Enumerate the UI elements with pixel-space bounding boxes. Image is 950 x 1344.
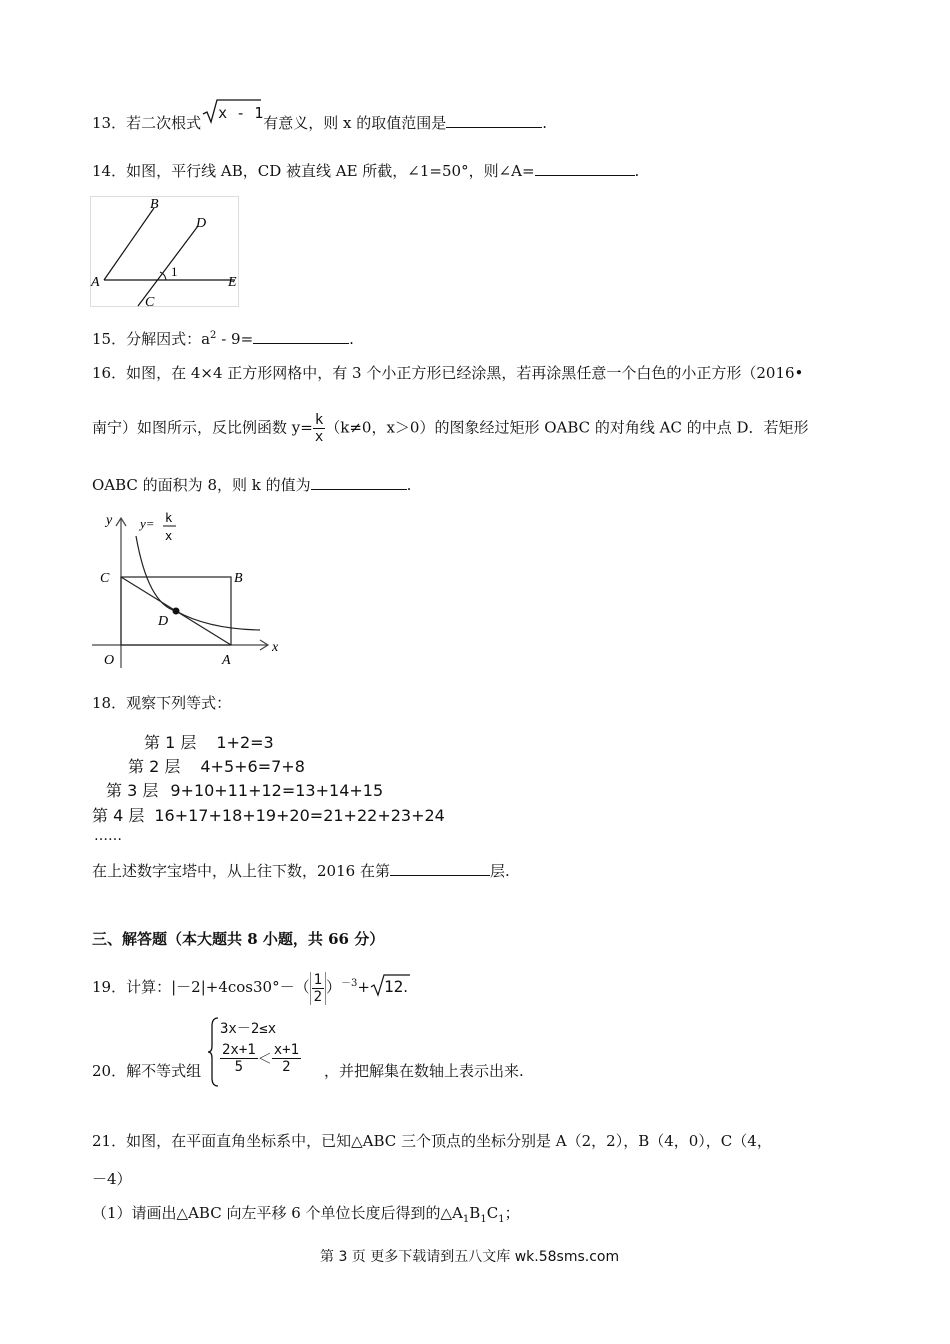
label-angle-1: 1 (171, 264, 178, 279)
answer-blank[interactable] (446, 113, 542, 128)
question-18-prompt: 在上述数字宝塔中，从上往下数，2016 在第 层. (92, 862, 510, 880)
pyramid-ellipsis: …… (94, 828, 122, 844)
question-14: 14．如图，平行线 AB，CD 被直线 AE 所截，∠1=50°，则∠A= . (92, 162, 640, 180)
fraction-one-half: $\frac{1}{2}$ (310, 972, 326, 1005)
radical-sign-icon (201, 98, 261, 124)
answer-blank[interactable] (253, 329, 349, 344)
axis-x-label: x (272, 640, 279, 655)
label-D: D (196, 216, 207, 231)
number-pyramid (92, 728, 445, 832)
inequality-system (206, 1016, 322, 1088)
question-21-part-1: （1）请画出△ABC 向左平移 6 个单位长度后得到的$\triangle A_1B_1C_1$； (92, 1204, 520, 1225)
midpoint-D-dot (173, 608, 180, 615)
label-B: B (150, 197, 159, 212)
axis-y-label: y (106, 513, 113, 528)
label-C: C (145, 295, 155, 308)
question-number: 13． (92, 114, 127, 132)
radical-sign-icon (370, 973, 410, 997)
label-A: A (91, 275, 100, 290)
question-21-line1: 21．如图，在平面直角坐标系中，已知△ABC 三个顶点的坐标分别是 A（2，2），B（4，0），C（4， (92, 1132, 772, 1150)
pyramid-row-4: 第 4 层 16+17+18+19+20=21+22+23+24 (92, 806, 445, 825)
pyramid-row-2: 第 2 层 4+5+6=7+8 (128, 757, 305, 776)
question-21-line2: －4） (92, 1170, 132, 1188)
label-B: B (234, 571, 243, 586)
answer-blank[interactable] (390, 861, 490, 876)
curve-label-den: x (165, 529, 173, 543)
figure-hyperbola-rectangle (88, 508, 284, 674)
curve-label: y= (140, 516, 155, 531)
inequality-2: $\frac{2x+1}{5}$ ＜ $\frac{x+1}{2}$ (222, 1042, 300, 1075)
question-20: 20．解不等式组 (92, 1062, 202, 1080)
question-13: 13．若二次根式 x - 1有意义，则 x 的取值范围是 . (92, 112, 547, 133)
answer-blank[interactable] (535, 161, 635, 176)
question-16-line3: OABC 的面积为 8，则 k 的值为 . (92, 476, 412, 494)
curve-label-num: k (165, 511, 173, 525)
question-16-line2: 南宁）如图所示，反比例函数 y= $\frac{k}{x}$ （k≠0，x＞0）的图象经过矩形 OABC 的对角线 AC 的中点 D．若矩形 (92, 412, 809, 445)
question-15: 15．分解因式：$a^2 - 9=$ . (92, 330, 354, 348)
fraction-k-over-x: $\frac{k}{x}$ (314, 412, 324, 445)
answer-blank[interactable] (311, 475, 407, 490)
inequality-1: 3x－2≤x (220, 1021, 277, 1037)
section-3-heading: 三、解答题（本大题共 8 小题，共 66 分） (92, 930, 385, 948)
sqrt-12: 12 (370, 969, 403, 1005)
question-16-line1: 16．如图，在 4×4 正方形网格中，有 3 个小正方形已经涂黑，若再涂黑任意一个白色的小正方形（2016• (92, 364, 804, 382)
pyramid-row-1: 第 1 层 1+2=3 (144, 733, 274, 752)
left-brace-icon (206, 1016, 220, 1088)
question-18: 18．观察下列等式： (92, 694, 232, 712)
label-E: E (228, 275, 237, 290)
figure-parallel-lines (90, 196, 240, 308)
question-19: 19．计算：|－2|+4cos30°－（ $\frac{1}{2}$ ）$^{-3}$+ 12. (92, 966, 408, 1005)
question-20-post: ，并把解集在数轴上表示出来. (324, 1062, 524, 1080)
sqrt-expression: x - 1 (201, 104, 263, 122)
label-A: A (222, 653, 231, 668)
page-footer: 第 3 页 更多下载请到五八文库 wk.58sms.com (320, 1249, 620, 1265)
label-O: O (104, 653, 115, 668)
label-C: C (100, 571, 110, 586)
pyramid-row-3: 第 3 层 9+10+11+12=13+14+15 (106, 781, 384, 800)
label-D: D (158, 614, 169, 629)
